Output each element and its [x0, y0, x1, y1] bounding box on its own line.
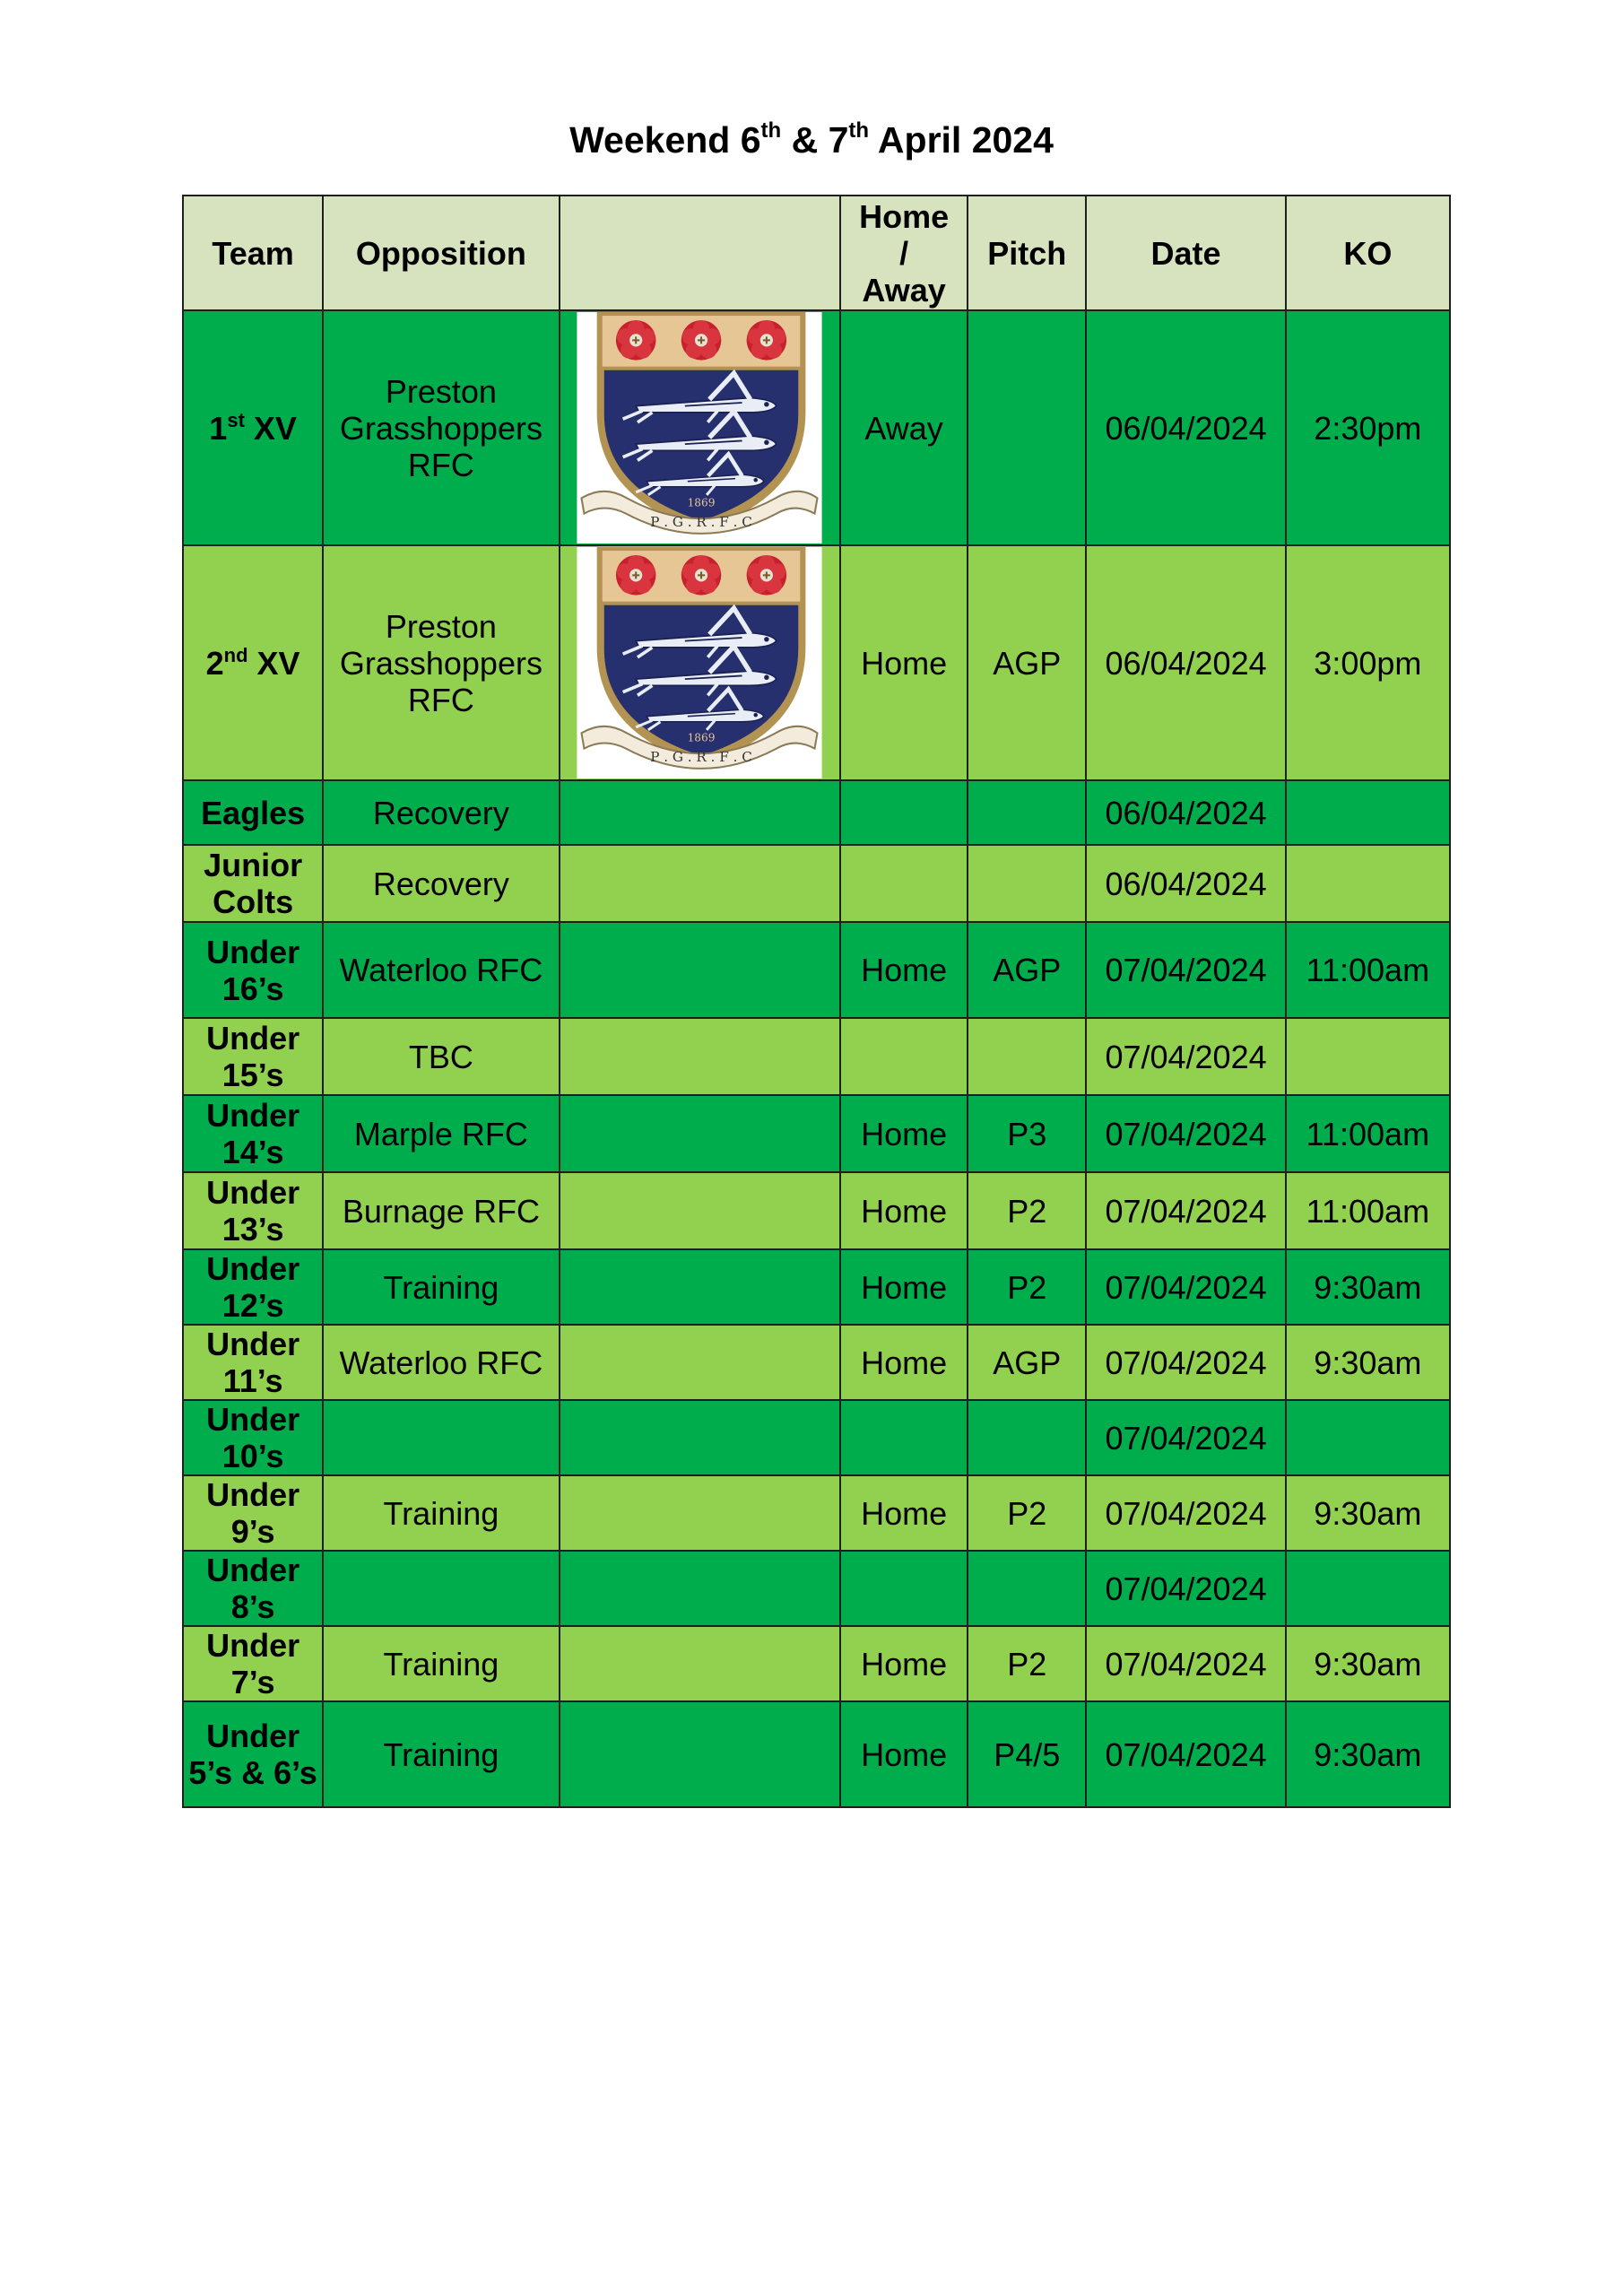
ko-cell: 9:30am	[1286, 1325, 1450, 1400]
date-cell: 07/04/2024	[1086, 1249, 1285, 1325]
opposition-cell: Preston Grasshoppers RFC	[323, 545, 559, 780]
home-away-cell	[840, 780, 968, 845]
date-cell: 06/04/2024	[1086, 845, 1285, 922]
header-ko: KO	[1286, 196, 1450, 310]
logo-cell	[560, 845, 840, 922]
pitch-cell: P2	[968, 1172, 1086, 1249]
ko-cell	[1286, 780, 1450, 845]
team-cell: Under 15’s	[183, 1018, 323, 1095]
team-cell: Under 14’s	[183, 1095, 323, 1172]
date-cell: 07/04/2024	[1086, 1551, 1285, 1626]
ko-cell: 11:00am	[1286, 922, 1450, 1018]
date-cell: 06/04/2024	[1086, 780, 1285, 845]
pitch-cell: AGP	[968, 545, 1086, 780]
pitch-cell	[968, 1400, 1086, 1475]
home-away-cell: Home	[840, 1249, 968, 1325]
home-away-cell: Away	[840, 310, 968, 545]
date-cell: 07/04/2024	[1086, 1626, 1285, 1701]
date-cell: 07/04/2024	[1086, 1018, 1285, 1095]
pitch-cell: P2	[968, 1626, 1086, 1701]
pitch-cell	[968, 780, 1086, 845]
team-cell: Eagles	[183, 780, 323, 845]
logo-cell	[560, 1551, 840, 1626]
opposition-cell: Marple RFC	[323, 1095, 559, 1172]
ko-cell	[1286, 845, 1450, 922]
table-row	[183, 310, 1450, 545]
logo-cell	[560, 1626, 840, 1701]
pitch-cell	[968, 1018, 1086, 1095]
opposition-cell	[323, 1551, 559, 1626]
ko-cell: 9:30am	[1286, 1701, 1450, 1807]
pitch-cell: P4/5	[968, 1701, 1086, 1807]
opposition-cell: Recovery	[323, 845, 559, 922]
ko-cell: 2:30pm	[1286, 310, 1450, 545]
crest-motto: P . G . R . F . C	[650, 513, 753, 530]
ko-cell: 11:00am	[1286, 1172, 1450, 1249]
header-home-away: Home / Away	[840, 196, 968, 310]
date-cell: 07/04/2024	[1086, 1325, 1285, 1400]
pitch-cell: AGP	[968, 922, 1086, 1018]
table-row	[183, 922, 1450, 1018]
team-cell: Under 5’s & 6’s	[183, 1701, 323, 1807]
home-away-cell: Home	[840, 1325, 968, 1400]
pitch-cell: P2	[968, 1249, 1086, 1325]
page-title: Weekend 6th & 7th April 2024	[569, 118, 1054, 161]
table-row	[183, 1095, 1450, 1172]
crest-motto: P . G . R . F . C	[650, 748, 753, 765]
date-cell: 07/04/2024	[1086, 1172, 1285, 1249]
date-cell: 07/04/2024	[1086, 1475, 1285, 1551]
home-away-cell: Home	[840, 1475, 968, 1551]
date-cell: 07/04/2024	[1086, 1400, 1285, 1475]
date-cell: 07/04/2024	[1086, 1095, 1285, 1172]
logo-cell	[560, 545, 840, 780]
home-away-cell: Home	[840, 1701, 968, 1807]
ko-cell: 9:30am	[1286, 1249, 1450, 1325]
team-cell: Under 16’s	[183, 922, 323, 1018]
home-away-cell	[840, 845, 968, 922]
team-cell: 2nd XV	[183, 545, 323, 780]
table-row	[183, 1018, 1450, 1095]
club-crest-logo	[576, 547, 823, 778]
home-away-cell: Home	[840, 922, 968, 1018]
pitch-cell: AGP	[968, 1325, 1086, 1400]
table-row	[183, 545, 1450, 780]
header-team: Team	[183, 196, 323, 310]
ko-cell: 9:30am	[1286, 1475, 1450, 1551]
ko-cell	[1286, 1400, 1450, 1475]
home-away-cell	[840, 1551, 968, 1626]
opposition-cell: Preston Grasshoppers RFC	[323, 310, 559, 545]
opposition-cell: Recovery	[323, 780, 559, 845]
table-row	[183, 1400, 1450, 1475]
logo-cell	[560, 1325, 840, 1400]
table-row	[183, 1475, 1450, 1551]
home-away-cell	[840, 1018, 968, 1095]
table-row	[183, 1701, 1450, 1807]
table-row	[183, 1551, 1450, 1626]
home-away-cell: Home	[840, 1626, 968, 1701]
logo-cell	[560, 310, 840, 545]
header-row	[183, 196, 1450, 310]
logo-cell	[560, 780, 840, 845]
pitch-cell	[968, 845, 1086, 922]
table-row	[183, 1626, 1450, 1701]
date-cell: 07/04/2024	[1086, 922, 1285, 1018]
team-cell: Under 11’s	[183, 1325, 323, 1400]
logo-cell	[560, 1475, 840, 1551]
table-row	[183, 1249, 1450, 1325]
ko-cell: 9:30am	[1286, 1626, 1450, 1701]
team-cell: Junior Colts	[183, 845, 323, 922]
logo-cell	[560, 1172, 840, 1249]
home-away-cell: Home	[840, 1172, 968, 1249]
table-row	[183, 845, 1450, 922]
header-logo	[560, 196, 840, 310]
table-row	[183, 1172, 1450, 1249]
opposition-cell: Waterloo RFC	[323, 922, 559, 1018]
opposition-cell: Training	[323, 1475, 559, 1551]
opposition-cell: Training	[323, 1626, 559, 1701]
pitch-cell	[968, 310, 1086, 545]
team-cell: Under 7’s	[183, 1626, 323, 1701]
table-row	[183, 780, 1450, 845]
header-opposition: Opposition	[323, 196, 559, 310]
opposition-cell: Burnage RFC	[323, 1172, 559, 1249]
opposition-cell: Training	[323, 1249, 559, 1325]
team-cell: Under 9’s	[183, 1475, 323, 1551]
header-pitch: Pitch	[968, 196, 1086, 310]
ko-cell	[1286, 1551, 1450, 1626]
logo-cell	[560, 1018, 840, 1095]
logo-cell	[560, 1249, 840, 1325]
date-cell: 07/04/2024	[1086, 1701, 1285, 1807]
pitch-cell: P2	[968, 1475, 1086, 1551]
ko-cell: 3:00pm	[1286, 545, 1450, 780]
team-cell: Under 13’s	[183, 1172, 323, 1249]
logo-cell	[560, 1400, 840, 1475]
ko-cell	[1286, 1018, 1450, 1095]
opposition-cell: Training	[323, 1701, 559, 1807]
opposition-cell: TBC	[323, 1018, 559, 1095]
home-away-cell: Home	[840, 1095, 968, 1172]
home-away-cell: Home	[840, 545, 968, 780]
ko-cell: 11:00am	[1286, 1095, 1450, 1172]
team-cell: 1st XV	[183, 310, 323, 545]
logo-cell	[560, 1701, 840, 1807]
opposition-cell	[323, 1400, 559, 1475]
pitch-cell	[968, 1551, 1086, 1626]
club-crest-logo	[576, 312, 823, 544]
team-cell: Under 10’s	[183, 1400, 323, 1475]
fixtures-table	[182, 195, 1451, 1808]
pitch-cell: P3	[968, 1095, 1086, 1172]
home-away-cell	[840, 1400, 968, 1475]
date-cell: 06/04/2024	[1086, 310, 1285, 545]
logo-cell	[560, 1095, 840, 1172]
logo-cell	[560, 922, 840, 1018]
opposition-cell: Waterloo RFC	[323, 1325, 559, 1400]
team-cell: Under 8’s	[183, 1551, 323, 1626]
header-date: Date	[1086, 196, 1285, 310]
team-cell: Under 12’s	[183, 1249, 323, 1325]
date-cell: 06/04/2024	[1086, 545, 1285, 780]
table-row	[183, 1325, 1450, 1400]
